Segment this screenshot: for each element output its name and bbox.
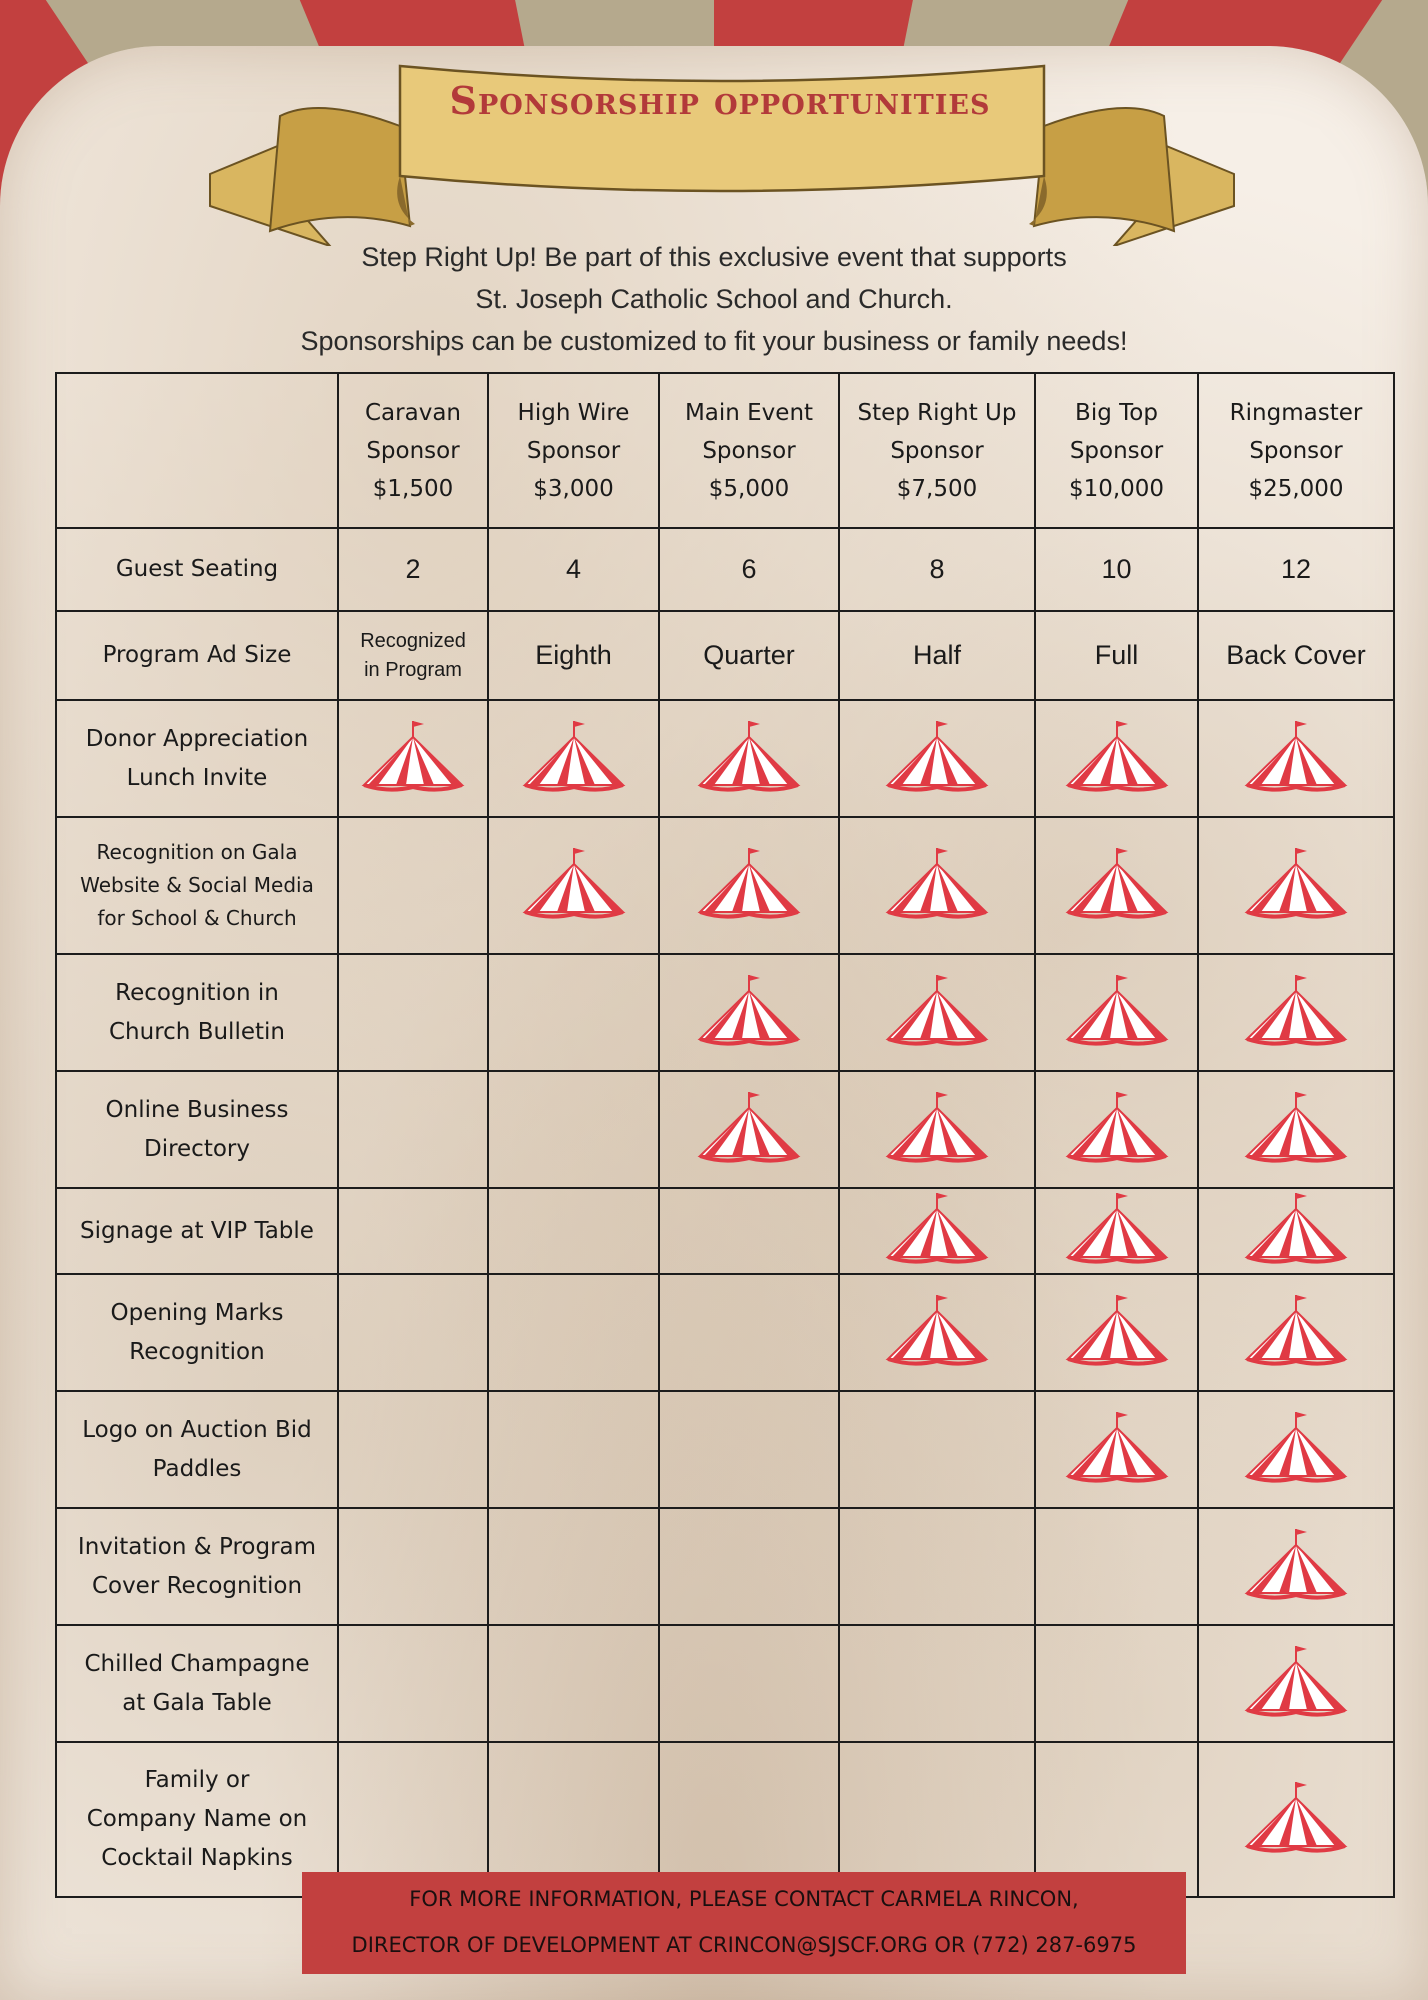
circus-tent-icon — [519, 844, 629, 924]
benefit-cell — [1035, 700, 1198, 817]
circus-tent-icon — [1062, 1189, 1172, 1269]
benefit-label — [56, 1391, 338, 1508]
benefit-label — [56, 1071, 338, 1188]
circus-tent-icon — [1241, 1408, 1351, 1488]
benefit-cell — [338, 1274, 488, 1391]
benefit-label — [56, 700, 338, 817]
recognized-in-program-cell — [338, 611, 488, 700]
circus-tent-icon — [1241, 1189, 1351, 1269]
circus-tent-icon — [1241, 1525, 1351, 1605]
page-title: Sponsorship opportunities — [449, 78, 991, 123]
circus-tent-icon — [882, 717, 992, 797]
program-ad-value: Half — [839, 611, 1035, 700]
cell-line: Recognized — [360, 629, 466, 652]
benefit-cell — [1198, 817, 1394, 954]
benefit-cell — [488, 700, 659, 817]
benefit-cell — [338, 954, 488, 1071]
footer-line: FOR MORE INFORMATION, PLEASE CONTACT CARMELA RINCON, — [409, 1887, 1079, 1911]
benefit-row — [56, 1508, 1394, 1625]
benefit-cell — [839, 1071, 1035, 1188]
program-ad-value: Full — [1035, 611, 1198, 700]
benefit-cell — [1198, 1071, 1394, 1188]
tier-line2: Sponsor — [1069, 437, 1164, 464]
benefit-cell — [839, 1274, 1035, 1391]
benefit-cell — [1035, 817, 1198, 954]
benefit-cell — [1198, 1188, 1394, 1274]
benefit-cell — [1198, 1742, 1394, 1897]
row-label: Guest Seating — [56, 528, 338, 611]
guest-seating-row — [56, 528, 1394, 611]
benefit-cell — [338, 817, 488, 954]
program-ad-row — [56, 611, 1394, 700]
circus-tent-icon — [882, 1291, 992, 1371]
benefit-cell — [1035, 1071, 1198, 1188]
benefit-row — [56, 1071, 1394, 1188]
benefit-cell — [659, 817, 839, 954]
tier-line1: Main Event — [684, 399, 814, 426]
benefit-label-line: Recognition on Gala — [96, 840, 298, 864]
tier-price: $10,000 — [1068, 475, 1165, 502]
tier-line2: Sponsor — [1249, 437, 1343, 464]
benefit-label-line: Cocktail Napkins — [101, 1845, 293, 1871]
benefit-cell — [1035, 1508, 1198, 1625]
benefit-cell — [839, 700, 1035, 817]
circus-tent-icon — [882, 844, 992, 924]
benefit-cell — [659, 1625, 839, 1742]
circus-tent-icon — [882, 971, 992, 1051]
tier-header-2 — [488, 373, 659, 528]
benefit-cell — [1198, 1625, 1394, 1742]
tier-header-6 — [1198, 373, 1394, 528]
program-ad-value: Quarter — [659, 611, 839, 700]
tier-line2: Sponsor — [366, 437, 460, 464]
corner-cell — [56, 373, 338, 528]
benefit-cell — [488, 1274, 659, 1391]
circus-tent-icon — [1062, 717, 1172, 797]
benefit-label-line: Church Bulletin — [109, 1018, 285, 1045]
benefit-cell — [839, 1391, 1035, 1508]
circus-tent-icon — [1241, 1088, 1351, 1168]
benefit-label-line: at Gala Table — [122, 1689, 272, 1716]
intro-line: St. Joseph Catholic School and Church. — [475, 284, 953, 314]
benefit-cell — [488, 1071, 659, 1188]
benefit-cell — [1035, 1274, 1198, 1391]
circus-tent-icon — [1241, 971, 1351, 1051]
guest-seating-value: 8 — [839, 528, 1035, 611]
benefit-row — [56, 700, 1394, 817]
guest-seating-value: 12 — [1198, 528, 1394, 611]
guest-seating-value: 10 — [1035, 528, 1198, 611]
benefit-label-line: Logo on Auction Bid — [82, 1416, 312, 1443]
benefit-cell — [338, 1625, 488, 1742]
benefit-row — [56, 1625, 1394, 1742]
benefit-row — [56, 1274, 1394, 1391]
contact-footer — [302, 1872, 1186, 1974]
tier-header-3 — [659, 373, 839, 528]
benefit-cell — [1198, 700, 1394, 817]
tier-line1: Caravan — [365, 399, 461, 426]
tier-price: $1,500 — [372, 475, 454, 502]
tier-line1: Ringmaster — [1229, 399, 1363, 426]
circus-tent-icon — [1241, 1778, 1351, 1858]
benefit-cell — [488, 954, 659, 1071]
benefit-cell — [839, 1508, 1035, 1625]
benefit-cell — [1198, 1391, 1394, 1508]
tier-line2: Sponsor — [890, 437, 984, 464]
cell-line: in Program — [364, 658, 462, 681]
benefit-label-line: Directory — [143, 1135, 250, 1162]
benefit-cell — [659, 1508, 839, 1625]
benefit-cell — [338, 1508, 488, 1625]
circus-tent-icon — [694, 717, 804, 797]
benefit-cell — [659, 1391, 839, 1508]
benefit-label — [56, 954, 338, 1071]
benefit-label-line: Signage at VIP Table — [80, 1217, 314, 1244]
circus-tent-icon — [1241, 844, 1351, 924]
benefit-label-line: for School & Church — [97, 906, 297, 930]
circus-tent-icon — [358, 717, 468, 797]
benefit-label-line: Donor Appreciation — [85, 725, 309, 752]
tier-line1: Step Right Up — [857, 399, 1017, 426]
tier-header-5 — [1035, 373, 1198, 528]
tier-header-row — [56, 373, 1394, 528]
benefit-cell — [659, 954, 839, 1071]
benefit-cell — [338, 1391, 488, 1508]
benefit-label — [56, 1742, 338, 1897]
benefit-label-line: Family or — [144, 1767, 250, 1793]
benefit-label-line: Invitation & Program — [77, 1533, 317, 1560]
guest-seating-value: 6 — [659, 528, 839, 611]
tier-line1: Big Top — [1075, 399, 1158, 426]
circus-tent-icon — [694, 844, 804, 924]
benefit-cell — [1035, 1625, 1198, 1742]
benefit-cell — [839, 1625, 1035, 1742]
benefit-cell — [488, 1508, 659, 1625]
intro-text — [180, 236, 1248, 362]
benefit-label-line: Website & Social Media — [80, 873, 314, 897]
benefit-label-line: Opening Marks — [110, 1299, 284, 1326]
benefit-label-line: Recognition in — [115, 979, 279, 1006]
circus-tent-icon — [694, 971, 804, 1051]
benefit-cell — [488, 817, 659, 954]
benefit-cell — [1198, 1274, 1394, 1391]
benefit-label-line: Online Business — [105, 1096, 289, 1123]
program-ad-value: Eighth — [488, 611, 659, 700]
benefit-cell — [659, 700, 839, 817]
tier-header-4 — [839, 373, 1035, 528]
benefit-row — [56, 1188, 1394, 1274]
tier-line2: Sponsor — [526, 437, 621, 464]
benefit-cell — [488, 1391, 659, 1508]
intro-line: Step Right Up! Be part of this exclusive event that supports — [361, 242, 1067, 272]
tier-line2: Sponsor — [702, 437, 796, 464]
circus-tent-icon — [1062, 1291, 1172, 1371]
benefit-cell — [488, 1188, 659, 1274]
benefit-row — [56, 817, 1394, 954]
benefit-row — [56, 1391, 1394, 1508]
circus-tent-icon — [1062, 844, 1172, 924]
guest-seating-value: 2 — [338, 528, 488, 611]
benefit-cell — [659, 1071, 839, 1188]
circus-tent-icon — [519, 717, 629, 797]
benefit-label — [56, 1508, 338, 1625]
tier-price: $3,000 — [533, 475, 614, 502]
benefit-cell — [839, 817, 1035, 954]
benefit-cell — [1198, 954, 1394, 1071]
tier-price: $5,000 — [708, 475, 790, 502]
circus-tent-icon — [1062, 1088, 1172, 1168]
circus-tent-icon — [1241, 717, 1351, 797]
benefit-cell — [488, 1625, 659, 1742]
benefit-row — [56, 954, 1394, 1071]
circus-tent-icon — [1241, 1642, 1351, 1722]
benefit-label-line: Paddles — [152, 1455, 242, 1482]
benefit-cell — [338, 1071, 488, 1188]
sponsorship-table — [55, 372, 1395, 1898]
circus-tent-icon — [882, 1088, 992, 1168]
benefit-cell — [659, 1274, 839, 1391]
circus-tent-icon — [1241, 1291, 1351, 1371]
tier-price: $7,500 — [896, 475, 978, 502]
benefit-cell — [839, 1188, 1035, 1274]
benefit-cell — [1035, 1188, 1198, 1274]
benefit-label-line: Lunch Invite — [126, 764, 268, 791]
benefit-cell — [338, 700, 488, 817]
benefit-label-line: Recognition — [129, 1338, 265, 1365]
tier-line1: High Wire — [517, 399, 630, 426]
row-label: Program Ad Size — [56, 611, 338, 700]
benefit-label — [56, 1188, 338, 1274]
benefit-cell — [338, 1188, 488, 1274]
benefit-cell — [1198, 1508, 1394, 1625]
benefit-cell — [659, 1188, 839, 1274]
benefit-label — [56, 1625, 338, 1742]
benefit-label — [56, 817, 338, 954]
benefit-label-line: Company Name on — [86, 1806, 308, 1832]
benefit-label — [56, 1274, 338, 1391]
footer-line: DIRECTOR OF DEVELOPMENT AT CRINCON@SJSCF.ORG OR (772) 287-6975 — [351, 1933, 1137, 1957]
circus-tent-icon — [694, 1088, 804, 1168]
benefit-cell — [839, 954, 1035, 1071]
circus-tent-icon — [1062, 1408, 1172, 1488]
tier-header-1 — [338, 373, 488, 528]
circus-tent-icon — [1062, 971, 1172, 1051]
guest-seating-value: 4 — [488, 528, 659, 611]
benefit-cell — [1035, 1391, 1198, 1508]
benefit-cell — [1035, 954, 1198, 1071]
benefit-label-line: Chilled Champagne — [84, 1650, 310, 1677]
circus-tent-icon — [882, 1189, 992, 1269]
benefit-label-line: Cover Recognition — [91, 1572, 303, 1599]
program-ad-value: Back Cover — [1198, 611, 1394, 700]
tier-price: $25,000 — [1248, 475, 1344, 502]
intro-line: Sponsorships can be customized to fit your business or family needs! — [300, 326, 1128, 356]
